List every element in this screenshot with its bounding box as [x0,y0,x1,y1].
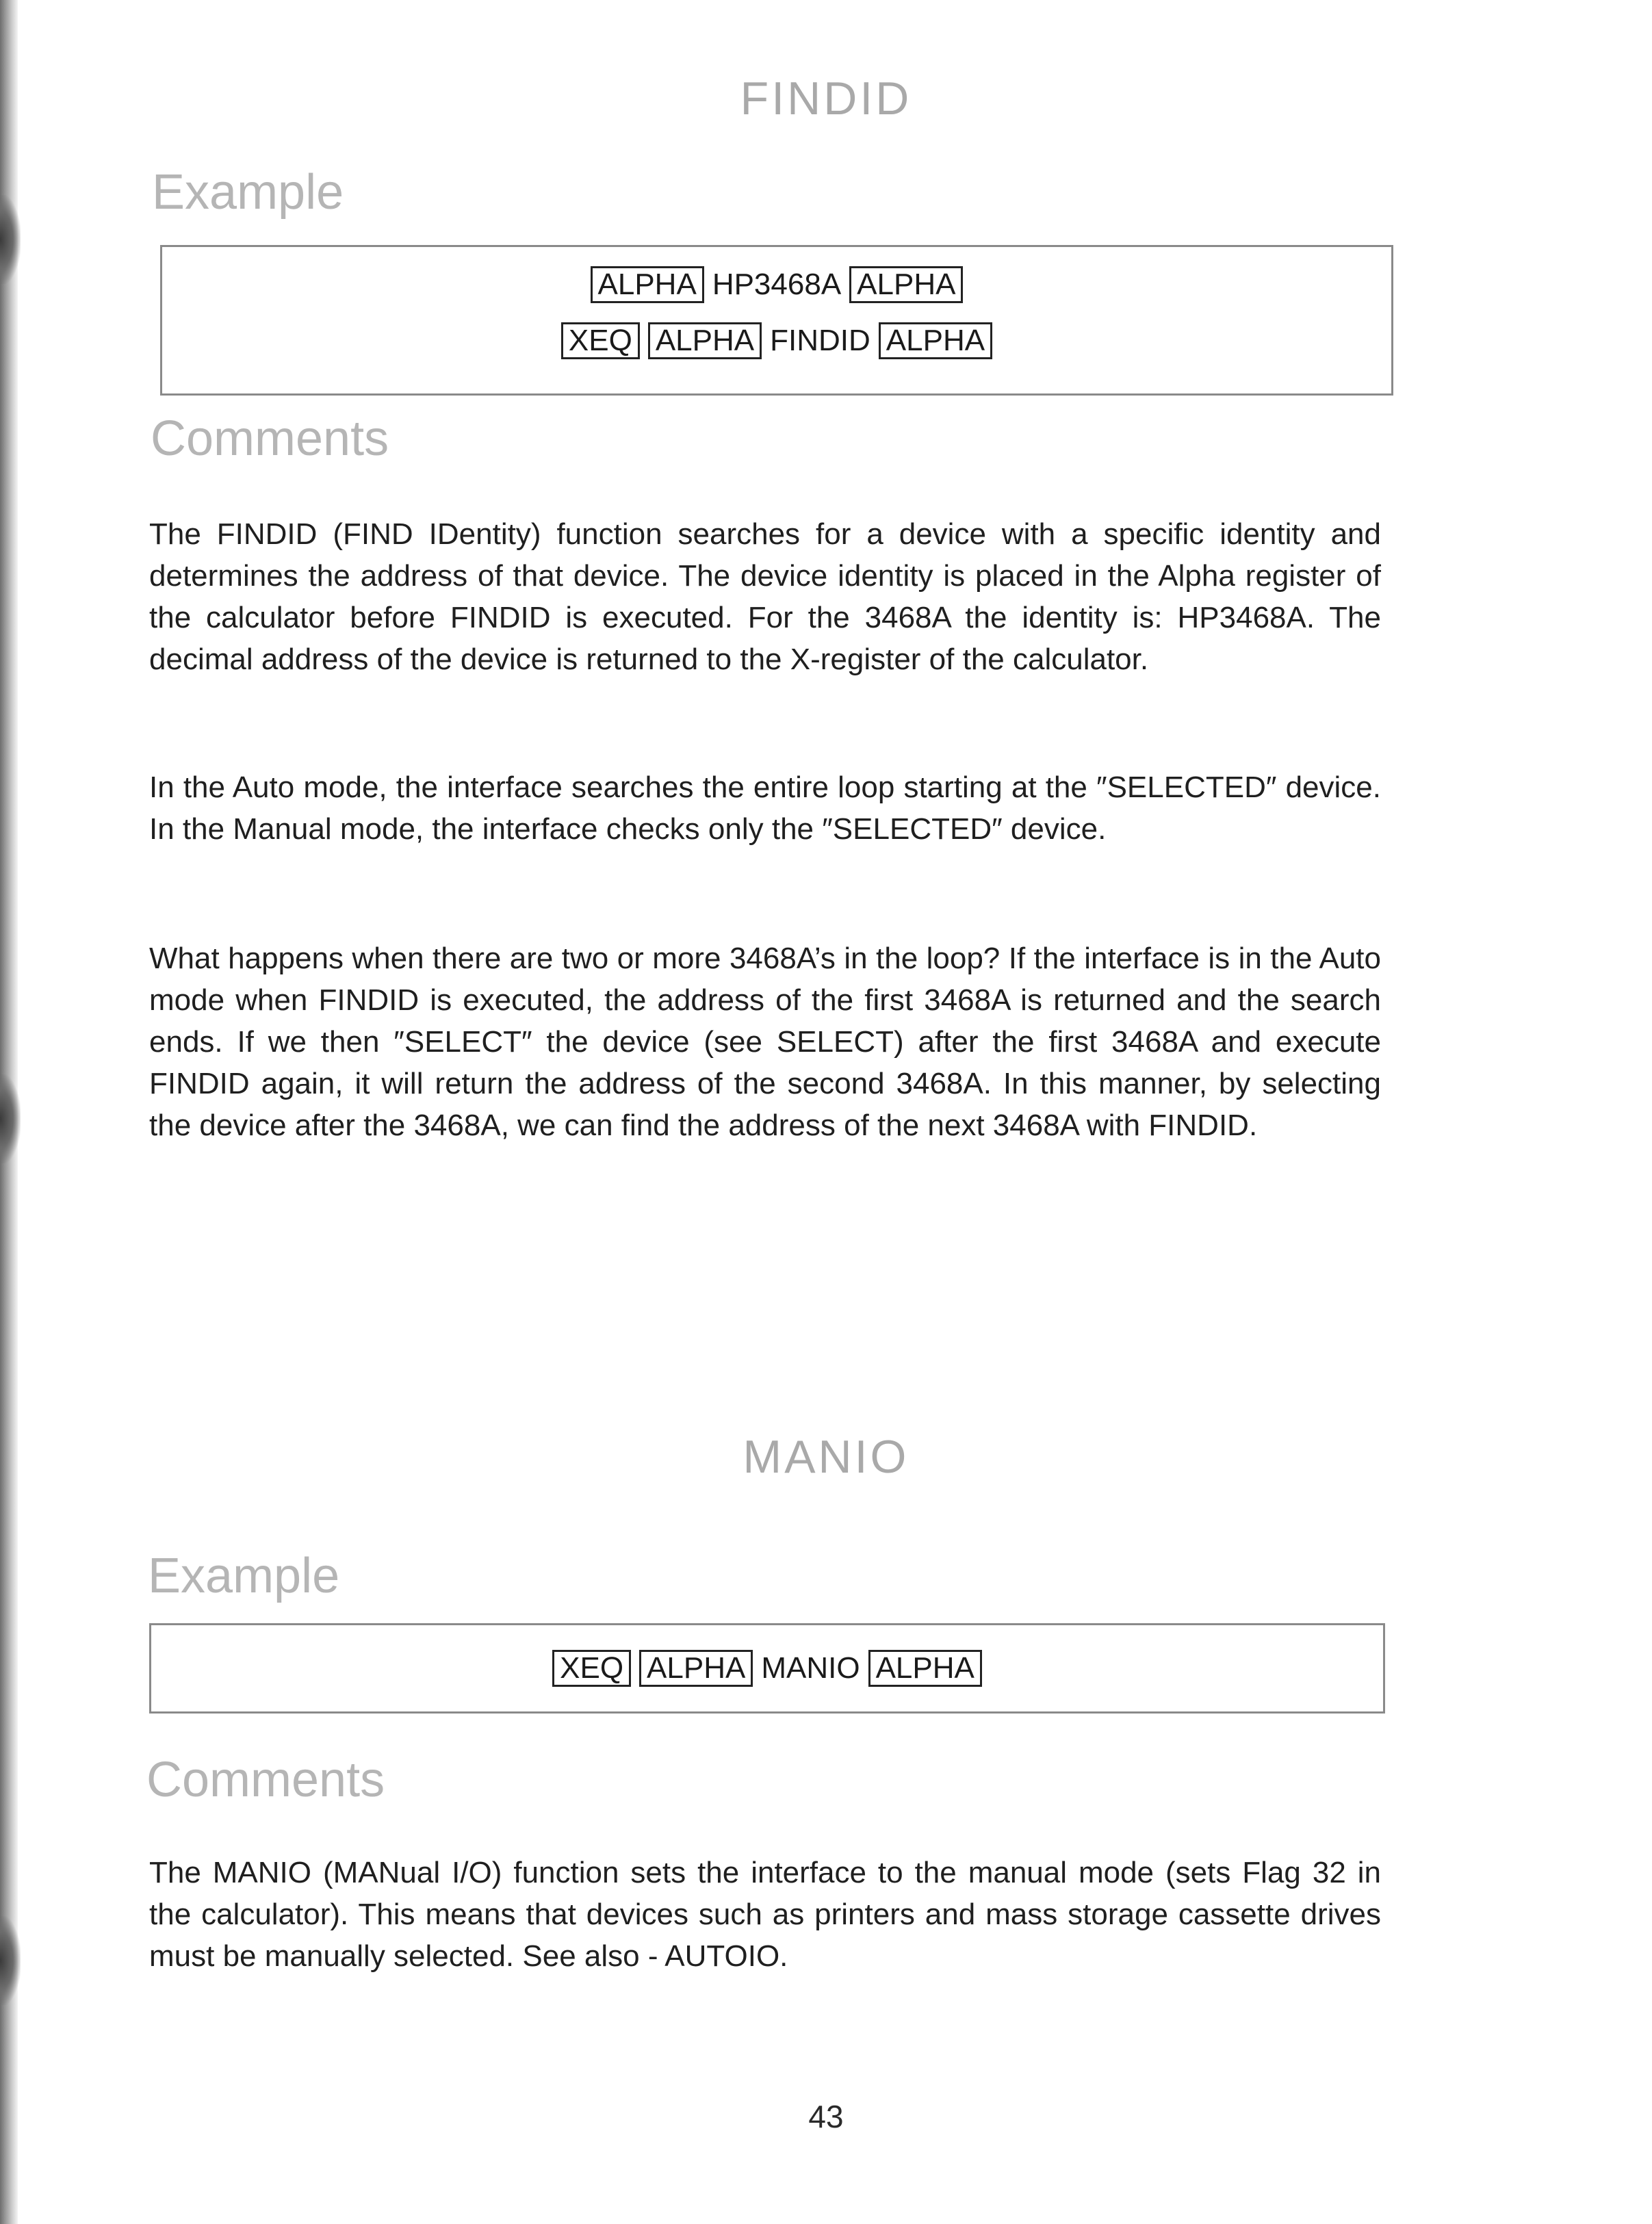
binding-hole [0,1074,21,1163]
alpha-key: ALPHA [639,1650,753,1687]
alpha-key: ALPHA [879,322,992,359]
xeq-key: XEQ [561,322,640,359]
findid-title: FINDID [740,73,912,125]
findid-example-box [160,245,1393,396]
manio-example-box [149,1623,1385,1714]
manio-comments-heading: Comments [146,1753,385,1807]
alpha-key: ALPHA [648,322,762,359]
findid-paragraph-3: What happens when there are two or more 3468A’s in the loop? If the interface is in the Auto mode when FINDID is executed, the address of the first 3468A is returned and the search ends. If we then ″SELECT″ the device (see SELECT) after the first 3468A and execute FINDID again, it will return the address of the second 3468A. In this manner, by selecting the device after the 3468A, we can find the address of the next 3468A with FINDID. [149,942,1381,1142]
binding-hole [0,1916,21,2005]
findid-example-line-2 [162,322,1391,359]
page-number: 43 [808,2099,844,2134]
function-name-text: MANIO [761,1651,860,1685]
findid-paragraph-1: The FINDID (FIND IDentity) function searches for a device with a specific identity and determines the address of that device. The device identity is placed in the Alpha register of the calculator before FINDID is executed. For the 3468A the identity is: HP3468A. The decimal address of the device is returned to the X-register of the calculator. [149,517,1381,676]
findid-paragraph-2: In the Auto mode, the interface searches the entire loop starting at the ″SELECTED″ device. In the Manual mode, the interface checks only the ″SELECTED″ device. [149,771,1381,846]
xeq-key: XEQ [552,1650,631,1687]
manio-paragraph-1: The MANIO (MANual I/O) function sets the interface to the manual mode (sets Flag 32 in the calculator). This means that devices such as printers and mass storage cassette drives must be manually selected. See also - AUTOIO. [149,1856,1381,1973]
binding-hole [0,195,21,284]
alpha-key: ALPHA [849,266,963,303]
findid-comments-heading: Comments [151,411,389,466]
findid-example-heading: Example [152,165,344,220]
findid-example-line-1 [162,266,1391,303]
function-name-text: FINDID [770,324,870,357]
alpha-key: ALPHA [591,266,704,303]
manio-title: MANIO [743,1431,909,1483]
manio-example-heading: Example [148,1549,340,1603]
manio-example-line-1 [151,1650,1383,1687]
alpha-key: ALPHA [868,1650,982,1687]
identity-text: HP3468A [712,268,842,301]
